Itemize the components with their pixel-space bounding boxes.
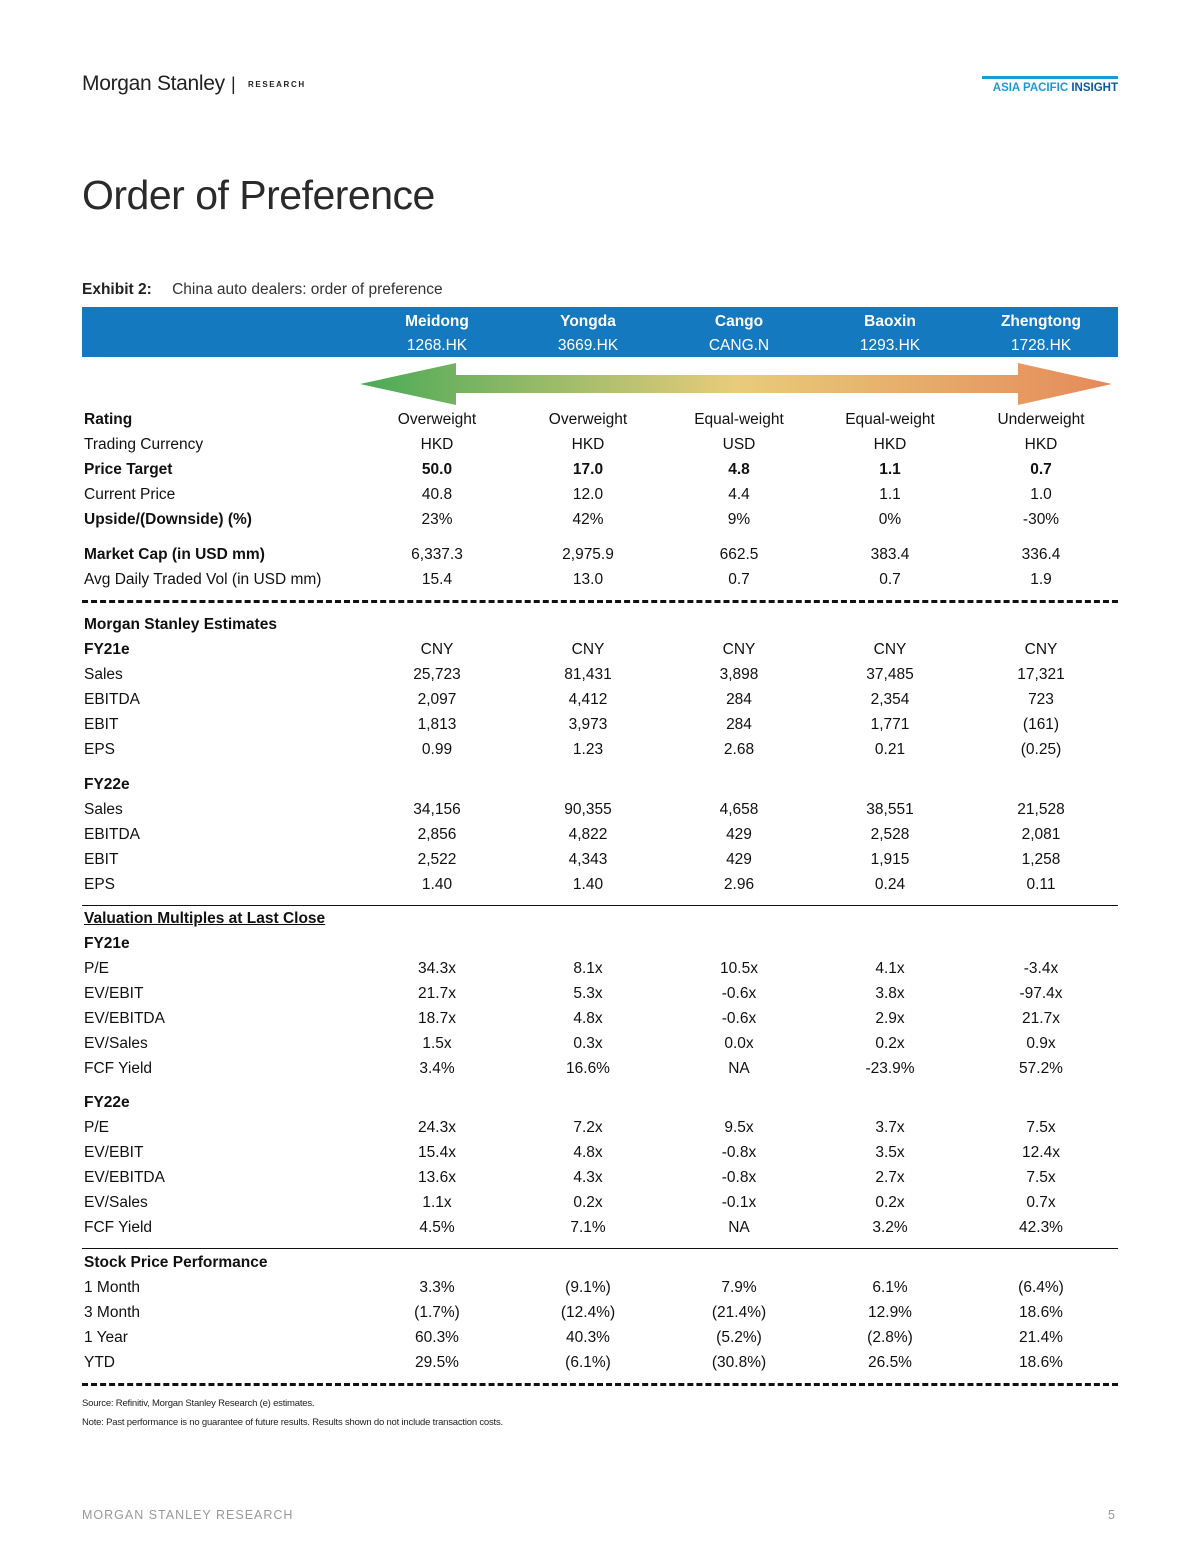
- cell-value: -0.8x: [721, 1169, 757, 1186]
- cell-value: (1.7%): [414, 1304, 460, 1321]
- cell-value: -23.9%: [865, 1060, 915, 1077]
- brand-separator: |: [231, 74, 236, 94]
- cell-value: 429: [726, 851, 752, 868]
- disclaimer-note: Note: Past performance is no guarantee of future results. Results shown do not include transaction costs.: [82, 1417, 503, 1428]
- cell-value: 17,321: [1017, 666, 1065, 683]
- cell-value: 3.5x: [875, 1144, 905, 1161]
- cell-value: 3.4%: [419, 1060, 455, 1077]
- cell-value: 7.5x: [1026, 1119, 1056, 1136]
- cell-value: 81,431: [564, 666, 612, 683]
- cell-value: 1.5x: [422, 1035, 452, 1052]
- cell-value: 15.4: [421, 571, 453, 588]
- table-row: [84, 739, 1118, 761]
- cell-value: 15.4x: [418, 1144, 456, 1161]
- cell-value: 3.7x: [875, 1119, 905, 1136]
- row-label: Valuation Multiples at Last Close: [84, 910, 326, 927]
- company-ticker: 1268.HK: [406, 337, 468, 354]
- cell-value: 7.5x: [1026, 1169, 1056, 1186]
- cell-value: (5.2%): [716, 1329, 762, 1346]
- cell-value: 25,723: [413, 666, 461, 683]
- table-row: [84, 958, 1118, 980]
- cell-value: 0.24: [874, 876, 906, 893]
- company-name: Cango: [714, 313, 764, 330]
- section-divider: [82, 1248, 1118, 1249]
- company-ticker: 1293.HK: [859, 337, 921, 354]
- cell-value: 2.7x: [875, 1169, 905, 1186]
- table-row: [84, 849, 1118, 871]
- cell-value: 2.68: [723, 741, 755, 758]
- cell-value: 0.99: [421, 741, 453, 758]
- cell-value: 37,485: [866, 666, 914, 683]
- table-row: [84, 1092, 1118, 1114]
- table-row: [84, 1033, 1118, 1055]
- cell-value: 2,856: [417, 826, 457, 843]
- row-label: EV/EBIT: [84, 1144, 144, 1161]
- table-row: [84, 1327, 1118, 1349]
- table-row: [84, 983, 1118, 1005]
- cell-value: 12.9%: [868, 1304, 912, 1321]
- cell-value: 21.7x: [1022, 1010, 1060, 1027]
- cell-value: 4,658: [719, 801, 759, 818]
- row-label: FCF Yield: [84, 1060, 153, 1077]
- row-label: 3 Month: [84, 1304, 141, 1321]
- arrow-shape: [360, 363, 1112, 405]
- table-row: [84, 1352, 1118, 1374]
- cell-value: (30.8%): [711, 1354, 767, 1371]
- table-row: [84, 933, 1118, 955]
- cell-value: 26.5%: [868, 1354, 912, 1371]
- cell-value: -3.4x: [1023, 960, 1059, 977]
- company-name: Yongda: [560, 313, 616, 330]
- cell-value: 1,258: [1021, 851, 1061, 868]
- row-label: FY22e: [84, 1094, 130, 1111]
- preference-arrow: [360, 363, 1116, 405]
- cell-value: (9.1%): [565, 1279, 611, 1296]
- cell-value: 0.11: [1026, 876, 1056, 893]
- table-row: [84, 1117, 1118, 1139]
- row-label: Sales: [84, 666, 123, 683]
- table-row: [84, 1142, 1118, 1164]
- row-label: 1 Year: [84, 1329, 128, 1346]
- cell-value: Underweight: [997, 411, 1085, 428]
- cell-value: 57.2%: [1019, 1060, 1063, 1077]
- cell-value: 6.1%: [872, 1279, 908, 1296]
- cell-value: 4.8x: [573, 1144, 603, 1161]
- cell-value: -0.6x: [721, 985, 757, 1002]
- cell-value: HKD: [571, 436, 605, 453]
- company-name: Zhengtong: [1000, 313, 1082, 330]
- row-label: EBIT: [84, 851, 119, 868]
- cell-value: 1.1: [879, 486, 901, 503]
- cell-value: USD: [722, 436, 756, 453]
- row-label: Current Price: [84, 486, 176, 503]
- section-divider: [82, 905, 1118, 906]
- table-row: [84, 1302, 1118, 1324]
- cell-value: CNY: [571, 641, 605, 658]
- series-badge: [982, 76, 1118, 94]
- company-ticker: 3669.HK: [557, 337, 619, 354]
- cell-value: 6,337.3: [411, 546, 463, 563]
- cell-value: 429: [726, 826, 752, 843]
- cell-value: 40.3%: [566, 1329, 610, 1346]
- cell-value: 34,156: [413, 801, 461, 818]
- table-row: [84, 1167, 1118, 1189]
- exhibit-label: Exhibit 2:: [82, 281, 152, 298]
- table-row: [84, 1217, 1118, 1239]
- dashed-divider: [82, 1383, 1118, 1386]
- cell-value: Equal-weight: [845, 411, 935, 428]
- cell-value: CNY: [1024, 641, 1058, 658]
- row-label: YTD: [84, 1354, 115, 1371]
- cell-value: 50.0: [421, 461, 453, 478]
- table-row: [84, 908, 1118, 930]
- cell-value: 0.21: [874, 741, 906, 758]
- cell-value: -0.8x: [721, 1144, 757, 1161]
- cell-value: 3.8x: [875, 985, 905, 1002]
- cell-value: 1,771: [870, 716, 910, 733]
- table-row: [84, 1008, 1118, 1030]
- cell-value: 1.40: [421, 876, 453, 893]
- table-row: [84, 774, 1118, 796]
- cell-value: CNY: [722, 641, 756, 658]
- row-label: Price Target: [84, 461, 173, 478]
- cell-value: CNY: [420, 641, 454, 658]
- table-row: [84, 824, 1118, 846]
- row-label: EV/EBITDA: [84, 1169, 165, 1186]
- header-row-name: [84, 311, 1118, 333]
- cell-value: 4.1x: [875, 960, 905, 977]
- cell-value: (6.1%): [565, 1354, 611, 1371]
- row-label: FY21e: [84, 641, 130, 658]
- cell-value: 12.4x: [1022, 1144, 1060, 1161]
- cell-value: 38,551: [866, 801, 914, 818]
- company-name: Meidong: [405, 313, 469, 330]
- cell-value: 13.6x: [418, 1169, 456, 1186]
- series-badge-insight: INSIGHT: [1071, 82, 1118, 94]
- company-name: Baoxin: [864, 313, 916, 330]
- cell-value: -0.6x: [721, 1010, 757, 1027]
- cell-value: 2.96: [723, 876, 755, 893]
- cell-value: 8.1x: [573, 960, 603, 977]
- cell-value: 1,813: [417, 716, 457, 733]
- cell-value: 662.5: [719, 546, 759, 563]
- table-row: [84, 434, 1118, 456]
- cell-value: 1,915: [870, 851, 910, 868]
- cell-value: 24.3x: [418, 1119, 456, 1136]
- cell-value: 40.8: [421, 486, 453, 503]
- cell-value: 2,081: [1021, 826, 1061, 843]
- table-row: [84, 874, 1118, 896]
- cell-value: 23%: [421, 511, 453, 528]
- series-badge-region: ASIA PACIFIC: [992, 82, 1069, 94]
- brand-subtitle: RESEARCH: [248, 80, 306, 89]
- cell-value: 7.1%: [570, 1219, 606, 1236]
- company-ticker: 1728.HK: [1010, 337, 1072, 354]
- row-label: EBITDA: [84, 691, 140, 708]
- row-label: EBITDA: [84, 826, 140, 843]
- table-row: [84, 409, 1118, 431]
- cell-value: 284: [726, 716, 752, 733]
- table-row: [84, 459, 1118, 481]
- cell-value: 42%: [572, 511, 604, 528]
- cell-value: 3,973: [568, 716, 608, 733]
- row-label: EPS: [84, 876, 116, 893]
- row-label: FY22e: [84, 776, 130, 793]
- row-label: Stock Price Performance: [84, 1254, 268, 1271]
- row-label: EV/Sales: [84, 1035, 148, 1052]
- header-row-ticker: [84, 335, 1118, 357]
- table-row: [84, 569, 1118, 591]
- cell-value: 284: [726, 691, 752, 708]
- row-label: EV/EBITDA: [84, 1010, 165, 1027]
- cell-value: 21,528: [1017, 801, 1065, 818]
- cell-value: 2,528: [870, 826, 910, 843]
- cell-value: HKD: [1024, 436, 1058, 453]
- cell-value: NA: [728, 1219, 750, 1236]
- cell-value: (6.4%): [1018, 1279, 1064, 1296]
- cell-value: 0.7: [1030, 461, 1052, 478]
- cell-value: Overweight: [548, 411, 628, 428]
- table-row: [84, 714, 1118, 736]
- row-label: Morgan Stanley Estimates: [84, 616, 277, 633]
- row-label: Rating: [84, 411, 133, 428]
- cell-value: 4,822: [568, 826, 608, 843]
- cell-value: -97.4x: [1019, 985, 1063, 1002]
- table-row: [84, 1058, 1118, 1080]
- cell-value: (2.8%): [867, 1329, 913, 1346]
- cell-value: 18.6%: [1019, 1304, 1063, 1321]
- cell-value: CNY: [873, 641, 907, 658]
- cell-value: 1.0: [1030, 486, 1052, 503]
- cell-value: 0.2x: [573, 1194, 603, 1211]
- table-row: [84, 1277, 1118, 1299]
- cell-value: 0.0x: [724, 1035, 754, 1052]
- cell-value: 3.2%: [872, 1219, 908, 1236]
- page-title: Order of Preference: [82, 172, 435, 218]
- page-number: 5: [1108, 1508, 1115, 1522]
- cell-value: 383.4: [870, 546, 910, 563]
- cell-value: 18.7x: [418, 1010, 456, 1027]
- cell-value: 0.7x: [1026, 1194, 1056, 1211]
- cell-value: 5.3x: [573, 985, 603, 1002]
- row-label: FCF Yield: [84, 1219, 153, 1236]
- row-label: P/E: [84, 960, 109, 977]
- cell-value: 42.3%: [1019, 1219, 1063, 1236]
- cell-value: 1.40: [572, 876, 604, 893]
- row-label: P/E: [84, 1119, 109, 1136]
- cell-value: 0.2x: [875, 1035, 905, 1052]
- table-row: [84, 484, 1118, 506]
- table-row: [84, 614, 1118, 636]
- brand-logo-text: Morgan Stanley: [82, 72, 225, 95]
- table-row: [84, 639, 1118, 661]
- table-row: [84, 799, 1118, 821]
- company-ticker: CANG.N: [708, 337, 770, 354]
- table-row: [84, 1252, 1118, 1274]
- cell-value: 2,522: [417, 851, 457, 868]
- cell-value: 4,412: [568, 691, 608, 708]
- cell-value: 1.1: [879, 461, 901, 478]
- cell-value: 0%: [878, 511, 902, 528]
- row-label: Upside/(Downside) (%): [84, 511, 252, 528]
- cell-value: 7.9%: [721, 1279, 757, 1296]
- row-label: 1 Month: [84, 1279, 141, 1296]
- row-label: Sales: [84, 801, 123, 818]
- row-label: EV/EBIT: [84, 985, 144, 1002]
- source-note: Source: Refinitiv, Morgan Stanley Research (e) estimates.: [82, 1398, 315, 1409]
- cell-value: 4.3x: [573, 1169, 603, 1186]
- cell-value: 21.7x: [418, 985, 456, 1002]
- table-row: [84, 1192, 1118, 1214]
- row-label: FY21e: [84, 935, 130, 952]
- cell-value: 13.0: [572, 571, 604, 588]
- row-label: EV/Sales: [84, 1194, 148, 1211]
- cell-value: 7.2x: [573, 1119, 603, 1136]
- cell-value: 4.5%: [419, 1219, 455, 1236]
- cell-value: -30%: [1022, 511, 1060, 528]
- cell-value: 60.3%: [415, 1329, 459, 1346]
- cell-value: NA: [728, 1060, 750, 1077]
- cell-value: 4.8x: [573, 1010, 603, 1027]
- row-label: EPS: [84, 741, 116, 758]
- cell-value: 3.3%: [419, 1279, 455, 1296]
- cell-value: (0.25): [1020, 741, 1062, 758]
- cell-value: Equal-weight: [694, 411, 784, 428]
- cell-value: 4.8: [728, 461, 750, 478]
- cell-value: 90,355: [564, 801, 612, 818]
- cell-value: 29.5%: [415, 1354, 459, 1371]
- cell-value: -0.1x: [721, 1194, 757, 1211]
- table-row: [84, 544, 1118, 566]
- footer-brand: MORGAN STANLEY RESEARCH: [82, 1508, 294, 1522]
- cell-value: 336.4: [1021, 546, 1061, 563]
- cell-value: 3,898: [719, 666, 759, 683]
- cell-value: Overweight: [397, 411, 477, 428]
- cell-value: 1.9: [1030, 571, 1052, 588]
- cell-value: 0.7: [879, 571, 901, 588]
- row-label: Market Cap (in USD mm): [84, 546, 265, 563]
- table-row: [84, 664, 1118, 686]
- cell-value: 9%: [727, 511, 751, 528]
- table-row: [84, 509, 1118, 531]
- exhibit-caption: [82, 281, 443, 299]
- exhibit-title: China auto dealers: order of preference: [172, 281, 443, 298]
- cell-value: 0.3x: [573, 1035, 603, 1052]
- table-row: [84, 689, 1118, 711]
- row-label: EBIT: [84, 716, 119, 733]
- cell-value: 10.5x: [720, 960, 758, 977]
- cell-value: 4.4: [728, 486, 750, 503]
- cell-value: HKD: [420, 436, 454, 453]
- cell-value: 34.3x: [418, 960, 456, 977]
- cell-value: 0.7: [728, 571, 750, 588]
- cell-value: HKD: [873, 436, 907, 453]
- cell-value: 18.6%: [1019, 1354, 1063, 1371]
- cell-value: (161): [1022, 716, 1060, 733]
- cell-value: 1.23: [572, 741, 604, 758]
- cell-value: 17.0: [572, 461, 604, 478]
- cell-value: 12.0: [572, 486, 604, 503]
- cell-value: 4,343: [568, 851, 608, 868]
- cell-value: 723: [1028, 691, 1054, 708]
- cell-value: 21.4%: [1019, 1329, 1063, 1346]
- cell-value: 16.6%: [566, 1060, 610, 1077]
- cell-value: (21.4%): [711, 1304, 767, 1321]
- row-label: Trading Currency: [84, 436, 204, 453]
- cell-value: 0.9x: [1026, 1035, 1056, 1052]
- row-label: Avg Daily Traded Vol (in USD mm): [84, 571, 322, 588]
- cell-value: 1.1x: [422, 1194, 452, 1211]
- cell-value: 2,354: [870, 691, 910, 708]
- cell-value: 2,975.9: [562, 546, 614, 563]
- cell-value: 2.9x: [875, 1010, 905, 1027]
- cell-value: 9.5x: [724, 1119, 754, 1136]
- cell-value: (12.4%): [560, 1304, 616, 1321]
- cell-value: 2,097: [417, 691, 457, 708]
- cell-value: 0.2x: [875, 1194, 905, 1211]
- dashed-divider: [82, 600, 1118, 603]
